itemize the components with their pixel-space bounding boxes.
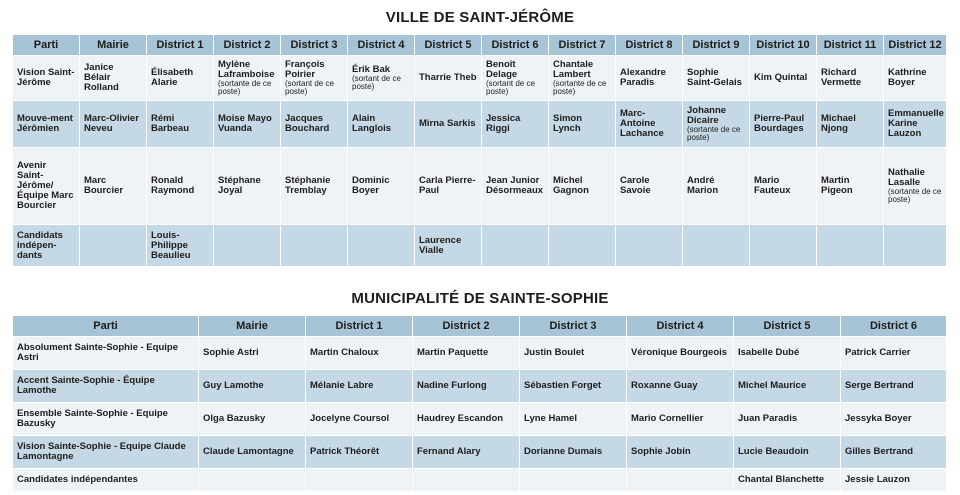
- candidate-name: Sébastien Forget: [520, 370, 627, 403]
- column-header: Mairie: [80, 35, 147, 56]
- candidate-cell: [683, 101, 750, 148]
- party-name: Ensemble Sainte-Sophie - Equipe Bazusky: [13, 403, 199, 436]
- column-header: District 1: [147, 35, 214, 56]
- candidate-cell: [884, 225, 947, 267]
- column-header: District 4: [627, 316, 734, 337]
- candidate-name: Louis-Philippe Beaulieu: [151, 229, 191, 261]
- incumbent-note: (sortant de ce poste): [285, 78, 334, 96]
- candidate-name: Simon Lynch: [553, 113, 583, 134]
- candidate-name: Alain Langlois: [352, 113, 392, 134]
- candidate-name: Moise Mayo Vuanda: [218, 113, 272, 134]
- column-header: District 10: [750, 35, 817, 56]
- candidate-cell: [348, 225, 415, 267]
- candidate-cell: [415, 148, 482, 225]
- candidate-cell: [884, 148, 947, 225]
- party-name: Mouve-ment Jérômien: [13, 101, 80, 148]
- incumbent-note: (sortante de ce poste): [553, 78, 607, 96]
- candidate-cell: [80, 225, 147, 267]
- table-row: [13, 469, 947, 492]
- column-header: District 5: [734, 316, 841, 337]
- candidate-cell: [616, 148, 683, 225]
- candidate-name: Michel Gagnon: [553, 175, 589, 196]
- candidate-name: Haudrey Escandon: [413, 403, 520, 436]
- sainte-sophie-title: MUNICIPALITÉ DE SAINTE-SOPHIE: [351, 290, 609, 307]
- party-name: Vision Sainte-Sophie - Equipe Claude Lamontagne: [13, 436, 199, 469]
- candidate-cell: [348, 101, 415, 148]
- candidate-cell: [482, 56, 549, 101]
- saint-jerome-title: VILLE DE SAINT-JÉRÔME: [385, 9, 575, 26]
- candidate-name: Stéphanie Tremblay: [285, 175, 331, 196]
- candidate-cell: [549, 225, 616, 267]
- candidate-name: Chantal Blanchette: [734, 469, 841, 492]
- table-header-row: [13, 316, 947, 337]
- sainte-sophie-table: [12, 315, 947, 492]
- candidate-name: Guy Lamothe: [199, 370, 306, 403]
- candidate-name: Jessyka Boyer: [841, 403, 947, 436]
- party-name: Avenir Saint-Jérôme/ Équipe Marc Bourcier: [13, 148, 80, 225]
- candidate-name: Olga Bazusky: [199, 403, 306, 436]
- candidate-cell: [616, 56, 683, 101]
- table-row: [13, 56, 947, 101]
- column-header: District 1: [306, 316, 413, 337]
- candidate-name: Martin Paquette: [413, 337, 520, 370]
- candidate-name: Mylène Laframboise: [218, 58, 275, 80]
- candidate-cell: [616, 225, 683, 267]
- candidate-name: Érik Bak: [352, 63, 391, 75]
- candidate-cell: [817, 225, 884, 267]
- candidate-name: Isabelle Dubé: [734, 337, 841, 370]
- candidate-name: Alexandre Paradis: [620, 67, 666, 88]
- candidate-name: Fernand Alary: [413, 436, 520, 469]
- candidate-cell: [415, 225, 482, 267]
- candidate-cell: [281, 56, 348, 101]
- candidate-cell: [348, 148, 415, 225]
- party-name: Candidates indépendantes: [13, 469, 199, 492]
- candidate-name: Stéphane Joyal: [218, 175, 261, 196]
- candidate-name: [306, 469, 413, 492]
- candidate-cell: [549, 56, 616, 101]
- candidate-name: Rémi Barbeau: [151, 113, 190, 134]
- incumbent-note: (sortant de ce poste): [352, 73, 401, 91]
- party-name: Vision Saint-Jérôme: [13, 56, 80, 101]
- candidate-name: Emmanuelle Karine Lauzon: [888, 108, 944, 139]
- candidate-name: Ronald Raymond: [151, 175, 195, 196]
- candidate-cell: [817, 101, 884, 148]
- saint-jerome-table: [12, 34, 947, 267]
- candidate-name: [520, 469, 627, 492]
- candidate-name: Justin Boulet: [520, 337, 627, 370]
- party-name: Candidats indépen-dants: [13, 225, 80, 267]
- table-row: [13, 370, 947, 403]
- candidate-cell: [482, 101, 549, 148]
- incumbent-note: (sortante de ce poste): [687, 124, 741, 142]
- candidate-cell: [884, 101, 947, 148]
- candidate-cell: [482, 148, 549, 225]
- table-header-row: [13, 35, 947, 56]
- candidate-name: Janice Bélair Rolland: [84, 62, 119, 93]
- candidate-cell: [683, 225, 750, 267]
- candidate-cell: [683, 148, 750, 225]
- candidate-name: Patrick Carrier: [841, 337, 947, 370]
- candidate-cell: [281, 225, 348, 267]
- party-name: Accent Sainte-Sophie - Équipe Lamothe: [13, 370, 199, 403]
- candidate-name: Juan Paradis: [734, 403, 841, 436]
- candidate-name: Claude Lamontagne: [199, 436, 306, 469]
- candidate-name: Élisabeth Alarie: [151, 67, 194, 88]
- candidate-cell: [147, 56, 214, 101]
- candidate-name: Gilles Bertrand: [841, 436, 947, 469]
- column-header: District 9: [683, 35, 750, 56]
- candidate-cell: [80, 101, 147, 148]
- candidate-name: Benoît Delage: [486, 58, 518, 80]
- candidate-cell: [616, 101, 683, 148]
- column-header: District 11: [817, 35, 884, 56]
- candidate-name: Marc-Olivier Neveu: [84, 113, 139, 134]
- candidate-cell: [80, 56, 147, 101]
- candidate-name: Martin Chaloux: [306, 337, 413, 370]
- column-header: District 2: [413, 316, 520, 337]
- candidate-name: Dorianne Dumais: [520, 436, 627, 469]
- candidate-name: Laurence Vialle: [419, 234, 462, 256]
- candidate-name: Chantale Lambert: [553, 58, 594, 80]
- candidate-name: Véronique Bourgeois: [627, 337, 734, 370]
- candidate-name: Marc-Antoine Lachance: [620, 108, 664, 139]
- candidate-cell: [147, 101, 214, 148]
- candidate-cell: [348, 56, 415, 101]
- candidate-name: Mirna Sarkis: [419, 118, 476, 129]
- candidate-name: [199, 469, 306, 492]
- column-header: Parti: [13, 316, 199, 337]
- candidate-cell: [147, 148, 214, 225]
- candidate-cell: [147, 225, 214, 267]
- candidate-cell: [817, 56, 884, 101]
- column-header: District 6: [482, 35, 549, 56]
- candidate-cell: [214, 225, 281, 267]
- incumbent-note: (sortante de ce poste): [888, 186, 942, 204]
- party-name: Absolument Sainte-Sophie - Equipe Astri: [13, 337, 199, 370]
- column-header: District 3: [281, 35, 348, 56]
- column-header: District 6: [841, 316, 947, 337]
- candidate-name: Lyne Hamel: [520, 403, 627, 436]
- table-row: [13, 337, 947, 370]
- candidate-name: François Poirier: [285, 58, 325, 80]
- table-row: [13, 225, 947, 267]
- candidate-name: Mario Cornellier: [627, 403, 734, 436]
- column-header: Parti: [13, 35, 80, 56]
- candidate-name: Richard Vermette: [821, 67, 862, 88]
- candidate-name: Carla Pierre-Paul: [419, 175, 476, 196]
- candidate-cell: [549, 148, 616, 225]
- candidate-name: Jean Junior Désormeaux: [486, 175, 544, 196]
- column-header: District 4: [348, 35, 415, 56]
- candidate-name: Michael Njong: [821, 113, 856, 134]
- candidate-name: Jessie Lauzon: [841, 469, 947, 492]
- table-row: [13, 101, 947, 148]
- candidate-name: Serge Bertrand: [841, 370, 947, 403]
- column-header: District 12: [884, 35, 947, 56]
- candidate-name: Johanne Dicaire: [687, 104, 727, 126]
- incumbent-note: (sortante de ce poste): [218, 78, 272, 96]
- candidate-cell: [80, 148, 147, 225]
- candidate-name: Kim Quintal: [754, 72, 808, 83]
- candidate-name: Mario Fauteux: [754, 175, 791, 196]
- candidate-cell: [750, 101, 817, 148]
- candidate-name: Roxanne Guay: [627, 370, 734, 403]
- column-header: District 7: [549, 35, 616, 56]
- column-header: District 5: [415, 35, 482, 56]
- candidate-name: Sophie Jobin: [627, 436, 734, 469]
- candidate-name: Lucie Beaudoin: [734, 436, 841, 469]
- column-header: District 8: [616, 35, 683, 56]
- candidate-name: Dominic Boyer: [352, 175, 390, 196]
- candidate-name: André Marion: [687, 175, 719, 196]
- candidate-name: Sophie Astri: [199, 337, 306, 370]
- candidate-cell: [214, 148, 281, 225]
- candidate-name: Kathrine Boyer: [888, 67, 927, 88]
- candidate-cell: [884, 56, 947, 101]
- candidate-cell: [750, 225, 817, 267]
- candidate-cell: [482, 225, 549, 267]
- candidate-cell: [214, 56, 281, 101]
- candidate-name: Tharrie Theb: [419, 72, 477, 83]
- candidate-name: Nathalie Lasalle: [888, 166, 925, 188]
- candidate-cell: [415, 101, 482, 148]
- candidate-cell: [214, 101, 281, 148]
- candidate-cell: [683, 56, 750, 101]
- candidate-name: Michel Maurice: [734, 370, 841, 403]
- candidate-cell: [817, 148, 884, 225]
- candidate-name: Nadine Furlong: [413, 370, 520, 403]
- table-row: [13, 148, 947, 225]
- candidate-cell: [549, 101, 616, 148]
- candidate-name: [413, 469, 520, 492]
- candidate-name: Jessica Riggi: [486, 113, 521, 134]
- incumbent-note: (sortant de ce poste): [486, 78, 535, 96]
- candidate-cell: [415, 56, 482, 101]
- candidate-name: Patrick Théorêt: [306, 436, 413, 469]
- candidate-name: Carole Savoie: [620, 175, 651, 196]
- column-header: District 2: [214, 35, 281, 56]
- candidate-cell: [281, 148, 348, 225]
- candidate-name: Martin Pigeon: [821, 175, 853, 196]
- candidate-name: Marc Bourcier: [84, 175, 124, 196]
- candidate-name: Mélanie Labre: [306, 370, 413, 403]
- table-row: [13, 403, 947, 436]
- candidate-name: Pierre-Paul Bourdages: [754, 113, 805, 134]
- column-header: District 3: [520, 316, 627, 337]
- candidate-cell: [281, 101, 348, 148]
- candidate-cell: [750, 148, 817, 225]
- table-row: [13, 436, 947, 469]
- candidate-cell: [750, 56, 817, 101]
- candidate-name: Sophie Saint-Gelais: [687, 67, 742, 88]
- candidate-name: Jacques Bouchard: [285, 113, 330, 134]
- column-header: Mairie: [199, 316, 306, 337]
- candidate-name: Jocelyne Coursol: [306, 403, 413, 436]
- candidate-name: [627, 469, 734, 492]
